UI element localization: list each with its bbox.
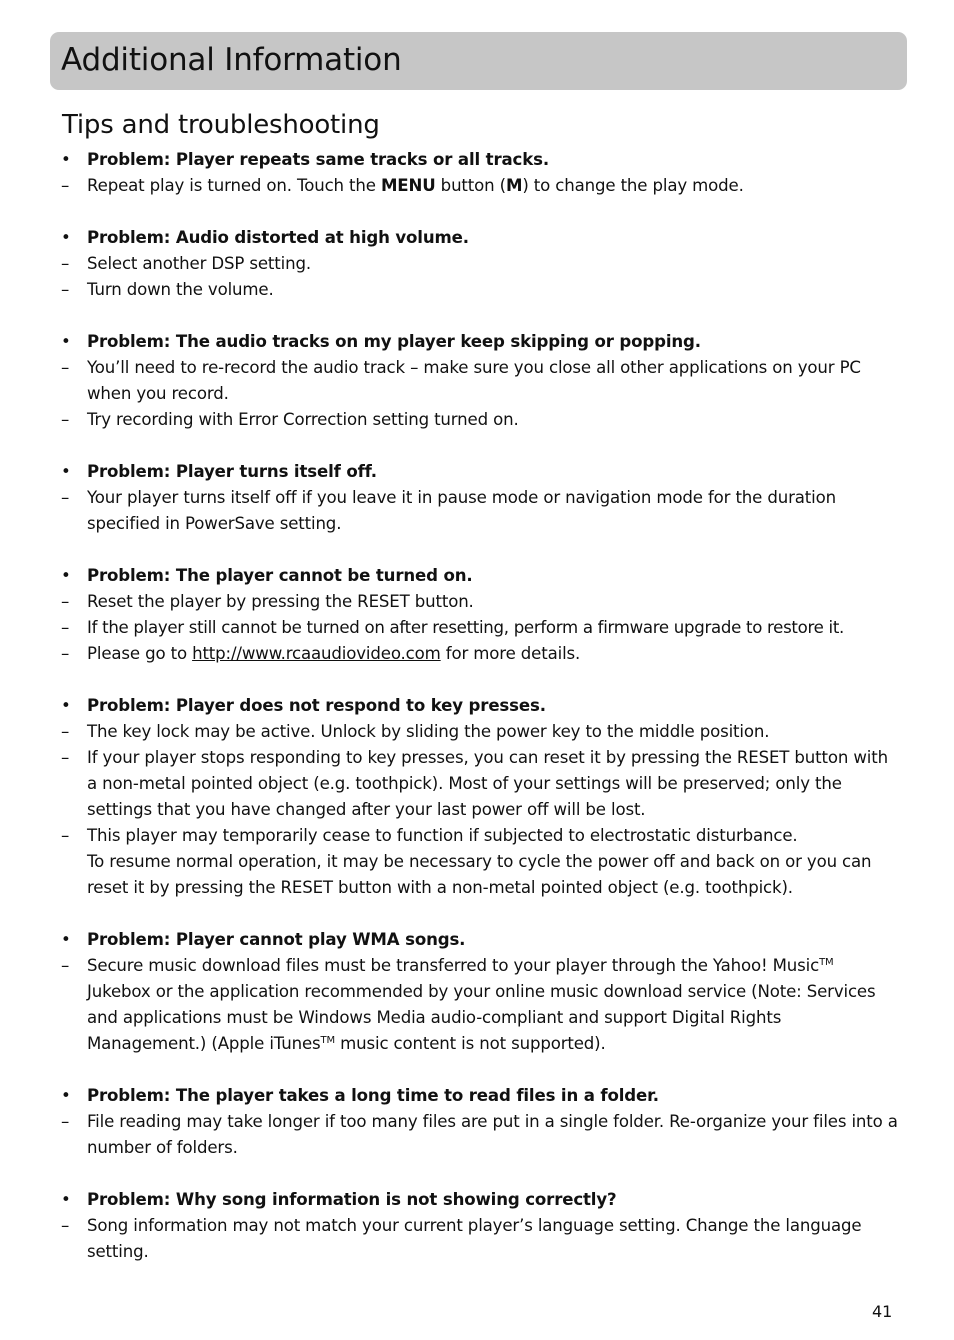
bullet: • bbox=[61, 1190, 71, 1209]
solution-item: – Select another DSP setting. bbox=[58, 251, 900, 277]
solution-item: – Repeat play is turned on. Touch the MENU button (M) to change the play mode. bbox=[58, 173, 900, 199]
problem-audio-distorted bbox=[58, 225, 900, 303]
bullet: • bbox=[61, 566, 71, 585]
problem-heading: • Problem: Player repeats same tracks or all tracks. bbox=[58, 147, 900, 173]
dash: – bbox=[61, 280, 70, 299]
dash: – bbox=[61, 748, 70, 767]
troubleshooting-list bbox=[58, 147, 900, 1265]
trademark-symbol: TM bbox=[819, 957, 834, 968]
dash: – bbox=[61, 618, 70, 637]
dash: – bbox=[61, 644, 70, 663]
solution-item: – Try recording with Error Correction setting turned on. bbox=[58, 407, 900, 433]
header-bar bbox=[50, 32, 907, 90]
problem-heading: • Problem: The player cannot be turned on. bbox=[58, 563, 900, 589]
solution-item: – This player may temporarily cease to function if subjected to electrostatic disturbance. To resume normal operation, it may be necessary to cycle the power off and back on or you can reset it by pressing the RESET button with a non-metal pointed object (e.g. toothpick). bbox=[58, 823, 900, 901]
problem-heading: • Problem: The audio tracks on my player keep skipping or popping. bbox=[58, 329, 900, 355]
m-key-label: M bbox=[505, 176, 523, 195]
bullet: • bbox=[61, 462, 71, 481]
dash: – bbox=[61, 488, 70, 507]
dash: – bbox=[61, 254, 70, 273]
problem-read-files bbox=[58, 1083, 900, 1161]
dash: – bbox=[61, 826, 70, 845]
problem-heading: • Problem: Player turns itself off. bbox=[58, 459, 900, 485]
dash: – bbox=[61, 176, 70, 195]
solution-item: – Your player turns itself off if you leave it in pause mode or navigation mode for the duration specified in PowerSave setting. bbox=[58, 485, 900, 537]
problem-heading: • Problem: Player does not respond to key presses. bbox=[58, 693, 900, 719]
dash: – bbox=[61, 592, 70, 611]
page-title: Additional Information bbox=[61, 42, 402, 78]
bullet: • bbox=[61, 332, 71, 351]
dash: – bbox=[61, 722, 70, 741]
dash: – bbox=[61, 410, 70, 429]
bullet: • bbox=[61, 696, 71, 715]
problem-skipping bbox=[58, 329, 900, 433]
problem-repeat bbox=[58, 147, 900, 199]
dash: – bbox=[61, 956, 70, 975]
problem-song-info bbox=[58, 1187, 900, 1265]
problem-key-presses bbox=[58, 693, 900, 901]
problem-heading: • Problem: Why song information is not showing correctly? bbox=[58, 1187, 900, 1213]
page-number: 41 bbox=[872, 1302, 893, 1321]
solution-item: – If the player still cannot be turned on after resetting, perform a firmware upgrade to restore it. bbox=[58, 615, 900, 641]
bullet: • bbox=[61, 1086, 71, 1105]
problem-wma bbox=[58, 927, 900, 1057]
dash: – bbox=[61, 1112, 70, 1131]
section-title: Tips and troubleshooting bbox=[62, 110, 380, 140]
problem-heading: • Problem: The player takes a long time to read files in a folder. bbox=[58, 1083, 900, 1109]
problem-cannot-turn-on bbox=[58, 563, 900, 667]
solution-item: – Song information may not match your current player’s language setting. Change the language setting. bbox=[58, 1213, 900, 1265]
trademark-symbol: TM bbox=[320, 1035, 335, 1046]
solution-item: – Turn down the volume. bbox=[58, 277, 900, 303]
bullet: • bbox=[61, 930, 71, 949]
solution-item: – Secure music download files must be transferred to your player through the Yahoo! Music™ Jukebox or the application recommended by your online music download service (Note: Services and applications must be Windows Media audio-compliant and support Digital Rights Management.) (Apple iTunes™ music content is not supported). bbox=[58, 953, 900, 1057]
dash: – bbox=[61, 1216, 70, 1235]
solution-item: – The key lock may be active. Unlock by sliding the power key to the middle position. bbox=[58, 719, 900, 745]
problem-heading: • Problem: Player cannot play WMA songs. bbox=[58, 927, 900, 953]
rca-website-link[interactable]: http://www.rcaaudiovideo.com bbox=[192, 644, 441, 663]
solution-item: – You’ll need to re-record the audio track – make sure you close all other applications on your PC when you record. bbox=[58, 355, 900, 407]
solution-item: – Reset the player by pressing the RESET button. bbox=[58, 589, 900, 615]
solution-item: – Please go to http://www.rcaaudiovideo.com for more details. bbox=[58, 641, 900, 667]
bullet: • bbox=[61, 150, 71, 169]
bullet: • bbox=[61, 228, 71, 247]
dash: – bbox=[61, 358, 70, 377]
problem-heading: • Problem: Audio distorted at high volume. bbox=[58, 225, 900, 251]
solution-item: – If your player stops responding to key presses, you can reset it by pressing the RESET button with a non-metal pointed object (e.g. toothpick). Most of your settings will be preserved; only the settings that you have changed after your last power off will be lost. bbox=[58, 745, 900, 823]
menu-button-label: MENU bbox=[380, 176, 436, 195]
solution-item: – File reading may take longer if too many files are put in a single folder. Re-organize your files into a number of folders. bbox=[58, 1109, 900, 1161]
problem-turns-off bbox=[58, 459, 900, 537]
